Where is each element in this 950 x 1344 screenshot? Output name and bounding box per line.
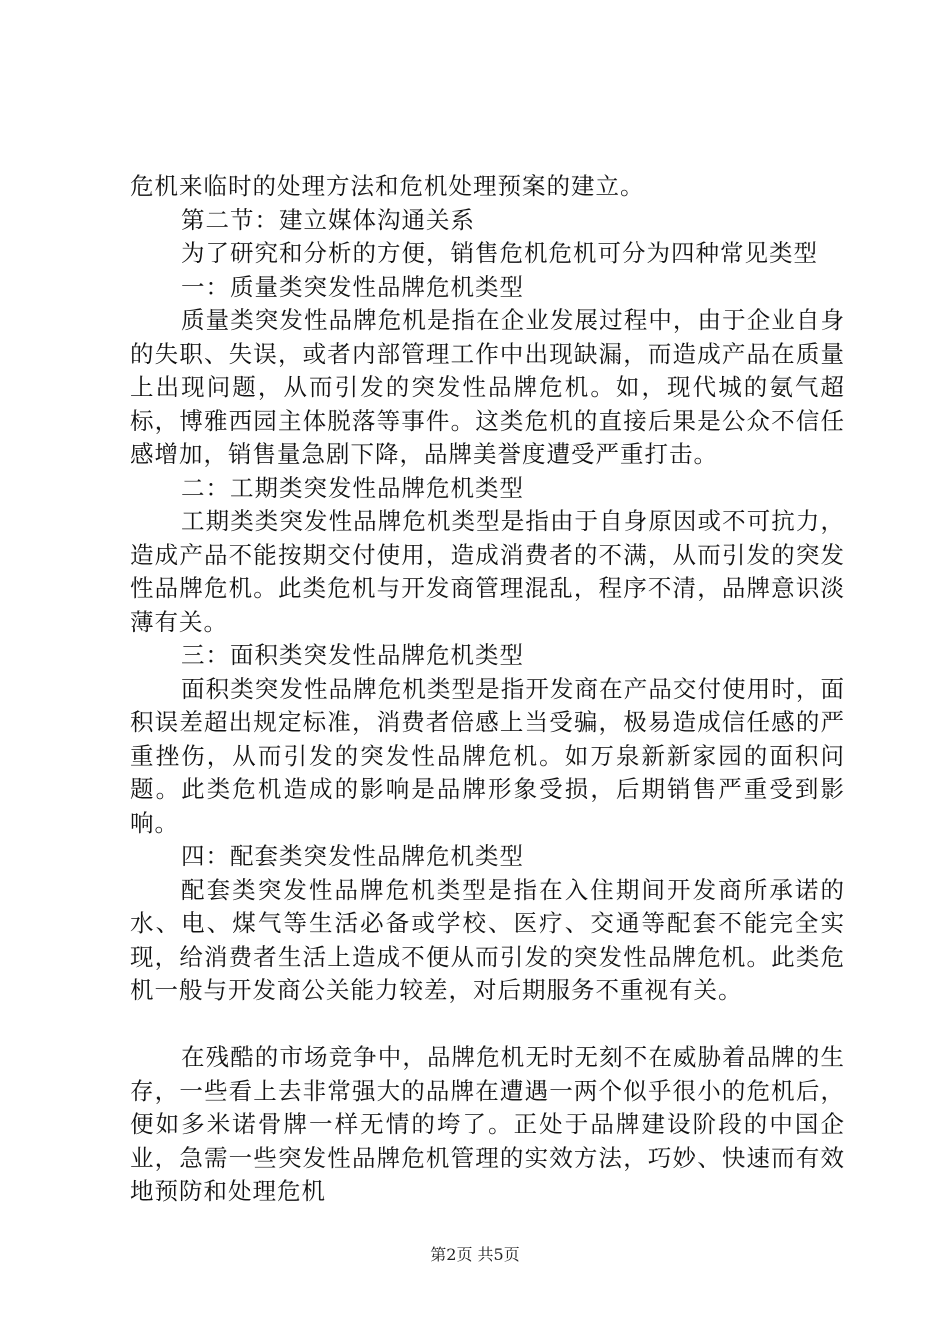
heading-schedule-crisis: 二：工期类突发性品牌危机类型 bbox=[181, 473, 524, 502]
heading-quality-crisis: 一：质量类突发性品牌危机类型 bbox=[181, 272, 524, 301]
paragraph-area-crisis: 面积类突发性品牌危机类型是指开发商在产品交付使用时，面积误差超出规定标准，消费者倍感上当受骗，极易造成信任感的严重挫伤，从而引发的突发性品牌危机。如万泉新新家园的面积问题。此类危机造成的影响是品牌形象受损，后期销售严重受到影响。 bbox=[130, 674, 845, 837]
heading-facility-crisis: 四：配套类突发性品牌危机类型 bbox=[181, 842, 524, 870]
heading-area-crisis: 三：面积类突发性品牌危机类型 bbox=[181, 641, 524, 669]
paragraph-quality-crisis: 质量类突发性品牌危机是指在企业发展过程中，由于企业自身的失职、失误，或者内部管理工作中出现缺漏，而造成产品在质量上出现问题，从而引发的突发性品牌危机。如，现代城的氨气超标，博雅西园主体脱落等事件。这类危机的直接后果是公众不信任感增加，销售量急剧下降，品牌美誉度遭受严重打击。 bbox=[130, 306, 845, 468]
paragraph-crisis-types-intro: 为了研究和分析的方便，销售危机危机可分为四种常见类型 bbox=[181, 239, 818, 267]
paragraph-facility-crisis: 配套类突发性品牌危机类型是指在入住期间开发商所承诺的水、电、煤气等生活必备或学校、医疗、交通等配套不能完全实现，给消费者生活上造成不便从而引发的突发性品牌危机。此类危机一般与开发商公关能力较差，对后期服务不重视有关。 bbox=[130, 875, 845, 1004]
paragraph-spacer bbox=[130, 1008, 845, 1042]
paragraph-intro-end: 危机来临时的处理方法和危机处理预案的建立。 bbox=[130, 172, 645, 200]
document-body bbox=[130, 170, 845, 1209]
section-heading-media: 第二节：建立媒体沟通关系 bbox=[181, 205, 475, 234]
paragraph-schedule-crisis: 工期类类突发性品牌危机类型是指由于自身原因或不可抗力，造成产品不能按期交付使用，造成消费者的不满，从而引发的突发性品牌危机。此类危机与开发商管理混乱，程序不清，品牌意识淡薄有关。 bbox=[130, 507, 845, 636]
page-number-footer: 第2页 共5页 bbox=[430, 1245, 520, 1264]
paragraph-conclusion: 在残酷的市场竞争中，品牌危机无时无刻不在威胁着品牌的生存，一些看上去非常强大的品牌在遭遇一两个似乎很小的危机后，便如多米诺骨牌一样无情的垮了。正处于品牌建设阶段的中国企业，急需一些突发性品牌危机管理的实效方法，巧妙、快速而有效地预防和处理危机 bbox=[130, 1043, 845, 1205]
